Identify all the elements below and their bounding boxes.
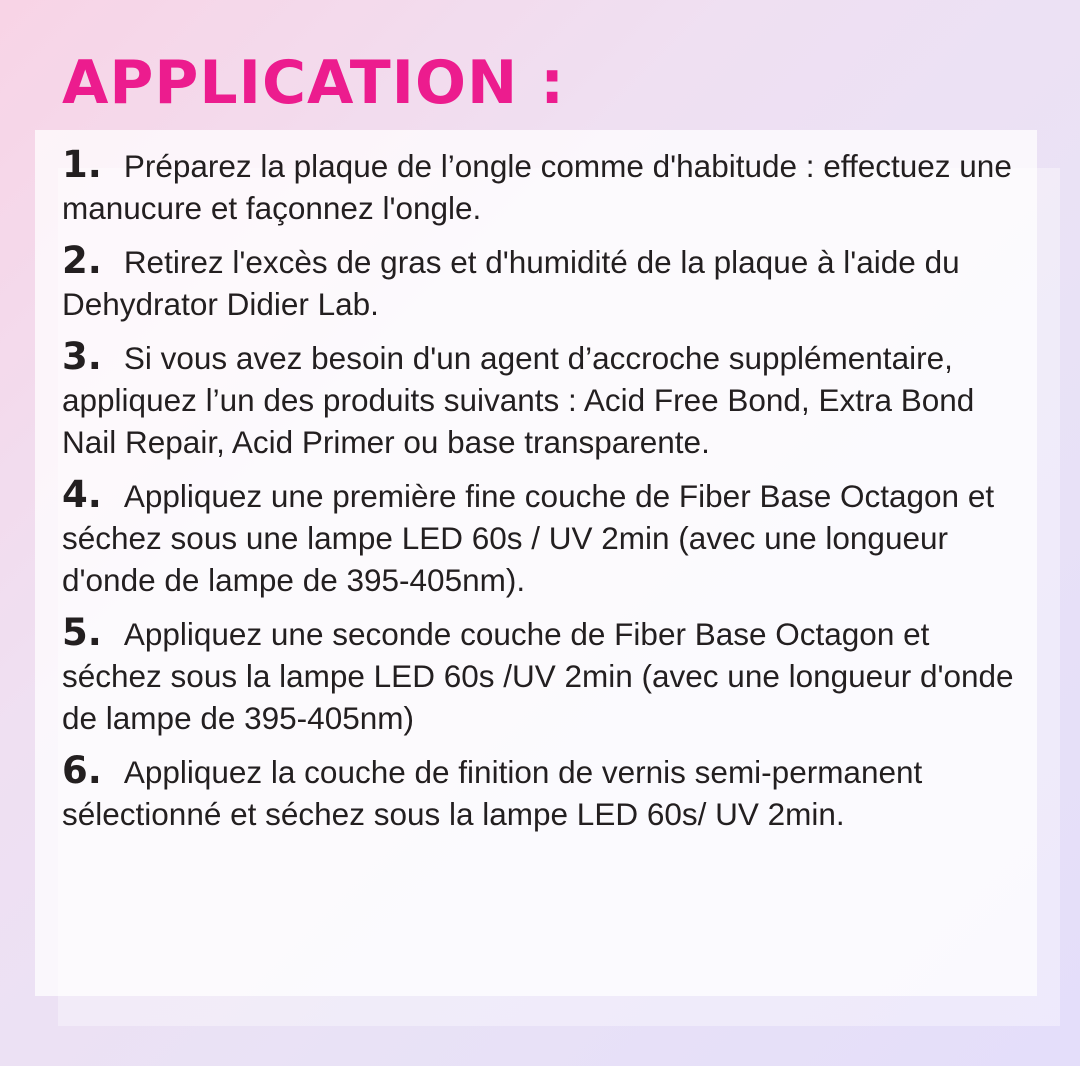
step-number: 5. (62, 611, 102, 654)
page-title: APPLICATION : (62, 48, 566, 118)
step-text: Si vous avez besoin d'un agent d’accroche supplémentaire, appliquez l’un des produits suivants : Acid Free Bond, Extra Bond Nail Repair, Acid Primer ou base transparente. (62, 340, 975, 460)
step-number: 3. (62, 335, 102, 378)
step-text: Appliquez une première fine couche de Fiber Base Octagon et séchez sous une lampe LED 60s / UV 2min (avec une longueur d'onde de lampe de 395-405nm). (62, 478, 995, 598)
step-1 (62, 144, 1030, 229)
step-text: Appliquez la couche de finition de vernis semi-permanent sélectionné et séchez sous la lampe LED 60s/ UV 2min. (62, 754, 923, 832)
step-text: Préparez la plaque de l’ongle comme d'habitude : effectuez une manucure et façonnez l'ongle. (62, 148, 1012, 226)
step-text: Retirez l'excès de gras et d'humidité de la plaque à l'aide du Dehydrator Didier Lab. (62, 244, 960, 322)
step-number: 1. (62, 143, 102, 186)
steps-list (62, 144, 1030, 846)
step-3 (62, 336, 1030, 463)
step-5 (62, 612, 1030, 739)
step-text: Appliquez une seconde couche de Fiber Base Octagon et séchez sous la lampe LED 60s /UV 2min (avec une longueur d'onde de lampe de 395-405nm) (62, 616, 1014, 736)
step-4 (62, 474, 1030, 601)
step-number: 4. (62, 473, 102, 516)
step-number: 6. (62, 749, 102, 792)
step-2 (62, 240, 1030, 325)
step-number: 2. (62, 239, 102, 282)
step-6 (62, 750, 1030, 835)
